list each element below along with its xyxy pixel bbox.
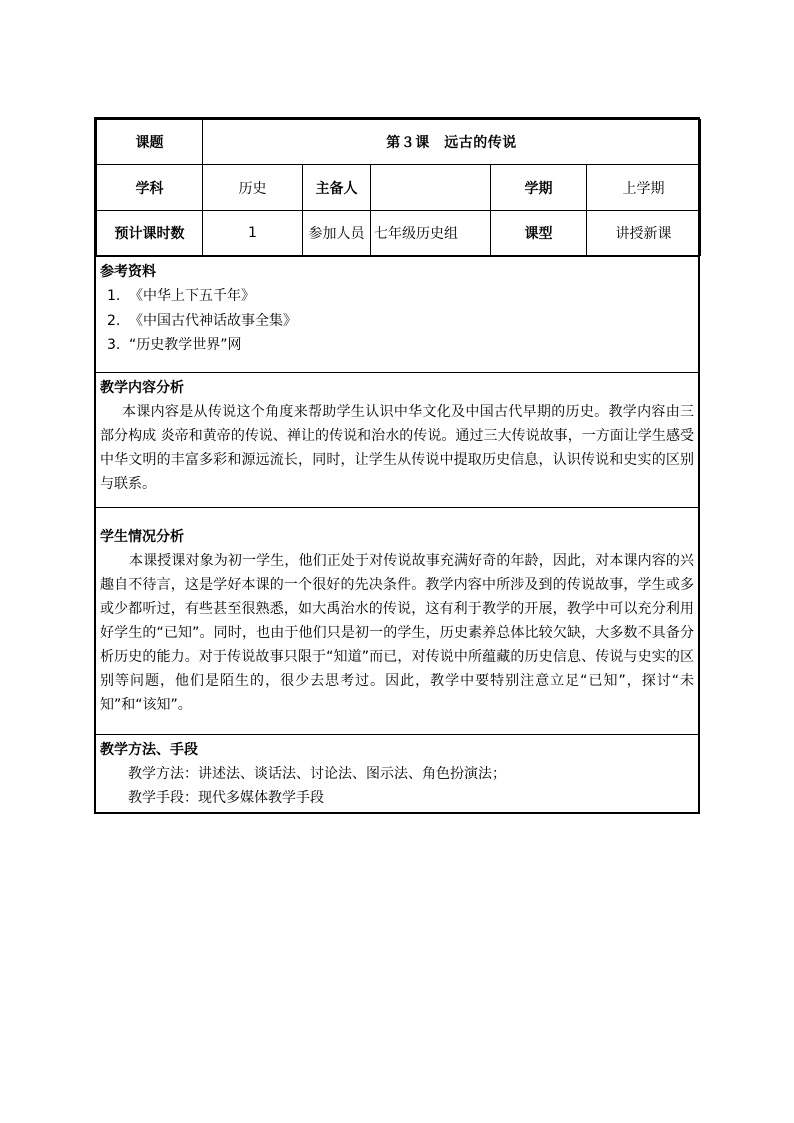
content-analysis-title: 教学内容分析 xyxy=(100,380,184,396)
hours-label: 预计课时数 xyxy=(97,211,203,256)
references-section xyxy=(96,256,698,372)
student-analysis-section xyxy=(96,507,698,734)
subject-value: 历史 xyxy=(203,165,303,211)
topic-row xyxy=(97,120,701,165)
subject-label: 学科 xyxy=(97,165,203,211)
term-label: 学期 xyxy=(491,165,587,211)
reference-number: 3. xyxy=(107,337,121,353)
reference-text: 《中华上下五千年》 xyxy=(129,288,255,304)
reference-number: 2. xyxy=(107,312,121,329)
reference-text: “历史教学世界”网 xyxy=(129,337,242,353)
reference-number: 1. xyxy=(107,288,121,304)
teaching-methods-line: 教学方法：讲述法、谈话法、讨论法、图示法、角色扮演法； xyxy=(128,766,506,782)
methods-title: 教学方法、手段 xyxy=(100,742,198,758)
participants-value: 七年级历史组 xyxy=(371,211,491,256)
hours-row xyxy=(97,211,701,256)
teaching-means-line: 教学手段：现代多媒体教学手段 xyxy=(128,790,324,806)
lesson-info-table xyxy=(96,119,701,256)
reference-text: 《中国古代神话故事全集》 xyxy=(129,312,297,329)
type-label: 课型 xyxy=(491,211,587,256)
participants-label: 参加人员 xyxy=(303,211,371,256)
lesson-plan-sheet xyxy=(94,117,700,814)
topic-label: 课题 xyxy=(97,120,203,165)
student-analysis-text: 本课授课对象为初一学生，他们正处于对传说故事充满好奇的年龄，因此，对本课内容的兴趣自不待言，这是学好本课的一个很好的先决条件。教学内容中所涉及到的传说故事，学生或多或少都听过，有些甚至很熟悉，如大禹治水的传说，这有利于教学的开展，教学中可以充分利用好学生的“已知”。同时，也由于他们只是初一的学生，历史素养总体比较欠缺，大多数不具备分析历史的能力。对于传说故事只限于“知道”而已，对传说中所蕴藏的历史信息、传说与史实的区别等问题，他们是陌生的，很少去思考过。因此，教学中要特别注意立足“已知”，探讨“未知”和“该知”。 xyxy=(100,553,694,713)
reference-item xyxy=(100,333,694,358)
lead-label: 主备人 xyxy=(303,165,371,211)
hours-value: 1 xyxy=(203,211,303,256)
lesson-title: 第３课 远古的传说 xyxy=(203,120,701,165)
methods-section xyxy=(96,734,698,812)
type-value: 讲授新课 xyxy=(587,211,701,256)
content-analysis-text: 本课内容是从传说这个角度来帮助学生认识中华文化及中国古代早期的历史。教学内容由三部分构成 炎帝和黄帝的传说、禅让的传说和治水的传说。通过三大传说故事，一方面让学生感受中华文明的丰富多彩和源远流长，同时，让学生从传说中提取历史信息，认识传说和史实的区别与联系。 xyxy=(100,404,694,492)
lead-value xyxy=(371,165,491,211)
term-value: 上学期 xyxy=(587,165,701,211)
content-analysis-section xyxy=(96,372,698,507)
reference-item xyxy=(100,309,694,334)
references-title: 参考资料 xyxy=(100,264,156,280)
reference-item xyxy=(100,284,694,309)
student-analysis-title: 学生情况分析 xyxy=(100,529,184,545)
references-list xyxy=(100,284,694,358)
subject-row xyxy=(97,165,701,211)
